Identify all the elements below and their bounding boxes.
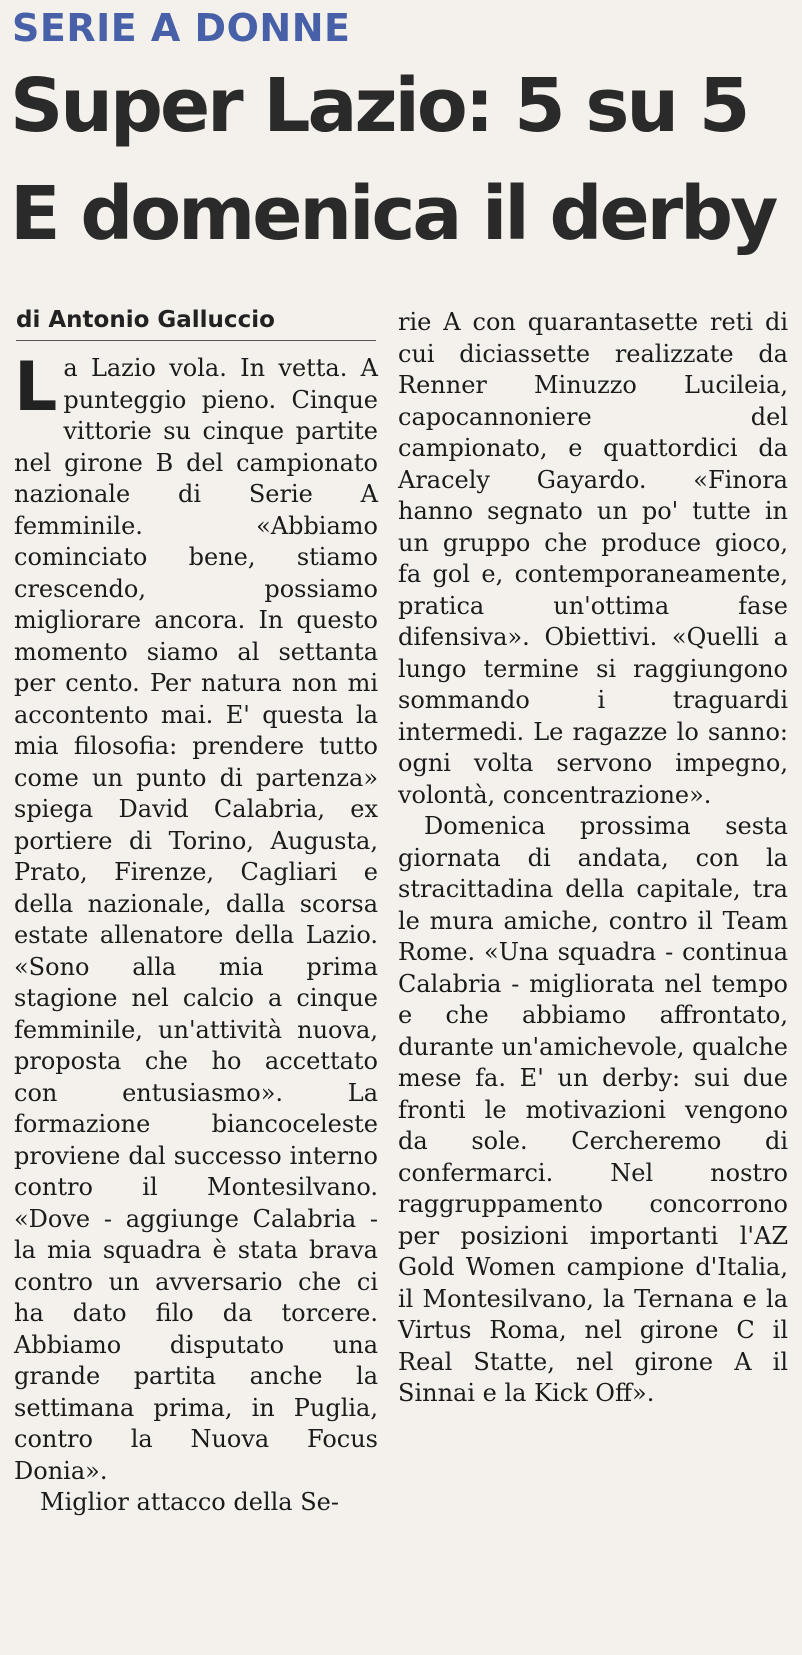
headline-line-2: E domenica il derby [10,171,776,257]
headline [10,52,792,268]
article-paragraph-2-start [14,1487,378,1519]
article-column-right [398,307,788,1410]
paragraph-3-text: Domenica prossima sesta giornata di andata, con la stracittadina della capitale, tra le mura amiche, contro il Team Rome. «Una squadra - continua Calabria - migliorata nel tempo e che abbiamo affrontato, durante un'amichevole, qualche mese fa. E' un derby: sui due fronti le motivazioni vengono da sole. Cercheremo di confermarci. Nel nostro raggruppamento concorrono per posizioni importanti l'AZ Gold Women campione d'Italia, il Montesilvano, la Ternana e la Virtus Roma, nel girone C il Real Statte, nel girone A il Sinnai e la Kick Off». [398,812,788,1407]
paragraph-2-continued-text: rie A con quarantasette reti di cui diciassette realizzate da Renner Minuzzo Lucileia, capocannoniere del campionato, e quattordici da Aracely Gayardo. «Finora hanno segnato un po' tutte in un gruppo che produce gioco, fa gol e, contemporaneamente, pratica un'ottima fase difensiva». Obiettivi. «Quelli a lungo termine si raggiungono sommando i traguardi intermedi. Le ragazze lo sanno: ogni volta servono impegno, volontà, concentrazione». [398,308,788,809]
paragraph-2-start-text: Miglior attacco della Se- [40,1488,339,1516]
byline: di Antonio Galluccio [16,307,376,341]
article-paragraph-2-continued [398,307,788,811]
article-paragraph-3 [398,811,788,1410]
paragraph-1-text: a Lazio vola. In vetta. A punteggio pieno. Cinque vittorie su cinque partite nel girone B del campionato nazionale di Serie A femminile. «Abbiamo cominciato bene, stiamo crescendo, possiamo migliorare ancora. In questo momento siamo al settanta per cento. Per natura non mi accontento mai. E' questa la mia filosofia: prendere tutto come un punto di partenza» spiega David Calabria, ex portiere di Torino, Augusta, Prato, Firenze, Cagliari e della nazionale, dalla scorsa estate allenatore della Lazio. «Sono alla mia prima stagione nel calcio a cinque femminile, un'attività nuova, proposta che ho accettato con entusiasmo». La formazione biancoceleste proviene dal successo interno contro il Montesilvano. «Dove - aggiunge Calabria - la mia squadra è stata brava contro un avversario che ci ha dato filo da torcere. Abbiamo disputato una grande partita anche la settimana prima, in Puglia, contro la Nuova Focus Donia». [14,354,378,1485]
article-column-left [14,348,378,1519]
headline-line-1: Super Lazio: 5 su 5 [10,63,748,149]
drop-cap: L [14,348,58,427]
section-kicker: SERIE A DONNE [12,6,351,50]
article-paragraph-1 [14,348,378,1487]
